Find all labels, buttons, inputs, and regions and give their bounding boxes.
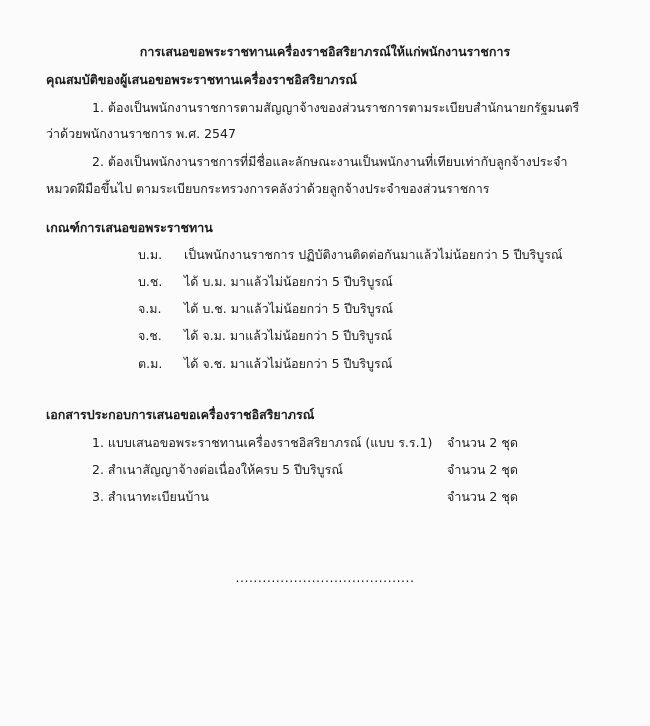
qualification-2-line2: หมวดฝีมือขึ้นไป ตามระเบียบกระทรวงการคลังว่าด้วยลูกจ้างประจำของส่วนราชการ xyxy=(46,181,490,196)
document-title: การเสนอขอพระราชทานเครื่องราชอิสริยาภรณ์ให้แก่พนักงานราชการ xyxy=(139,44,511,59)
criteria-code: ต.ม. xyxy=(138,356,163,371)
qualification-1-line2: ว่าด้วยพนักงานราชการ พ.ศ. 2547 xyxy=(46,126,236,141)
criteria-code: จ.ม. xyxy=(138,301,162,316)
documents-heading: เอกสารประกอบการเสนอขอเครื่องราชอิสริยาภรณ์ xyxy=(46,407,315,422)
document-item: 3. สำเนาทะเบียนบ้าน xyxy=(92,489,209,504)
criteria-text: ได้ บ.ม. มาแล้วไม่น้อยกว่า 5 ปีบริบูรณ์ xyxy=(184,274,393,289)
criteria-code: บ.ม. xyxy=(138,247,163,262)
criteria-code: จ.ช. xyxy=(138,328,162,343)
qualification-1-line1: 1. ต้องเป็นพนักงานราชการตามสัญญาจ้างของส่วนราชการตามระเบียบสำนักนายกรัฐมนตรี xyxy=(92,100,580,115)
document-quantity: จำนวน 2 ชุด xyxy=(447,489,518,504)
criteria-heading: เกณฑ์การเสนอขอพระราชทาน xyxy=(46,220,213,235)
criteria-text: เป็นพนักงานราชการ ปฏิบัติงานติดต่อกันมาแล้วไม่น้อยกว่า 5 ปีบริบูรณ์ xyxy=(184,247,563,262)
qualification-2-line1: 2. ต้องเป็นพนักงานราชการที่มีชื่อและลักษณะงานเป็นพนักงานที่เทียบเท่ากับลูกจ้างประจำ xyxy=(92,154,568,169)
document-quantity: จำนวน 2 ชุด xyxy=(447,435,518,450)
criteria-text: ได้ จ.ม. มาแล้วไม่น้อยกว่า 5 ปีบริบูรณ์ xyxy=(184,328,393,343)
criteria-text: ได้ บ.ช. มาแล้วไม่น้อยกว่า 5 ปีบริบูรณ์ xyxy=(184,301,393,316)
criteria-text: ได้ จ.ช. มาแล้วไม่น้อยกว่า 5 ปีบริบูรณ์ xyxy=(184,356,393,371)
qualifications-heading: คุณสมบัติของผู้เสนอขอพระราชทานเครื่องราชอิสริยาภรณ์ xyxy=(46,72,357,87)
document-item: 2. สำเนาสัญญาจ้างต่อเนื่องให้ครบ 5 ปีบริบูรณ์ xyxy=(92,462,343,477)
document-quantity: จำนวน 2 ชุด xyxy=(447,462,518,477)
criteria-code: บ.ช. xyxy=(138,274,163,289)
signature-line: ........................................ xyxy=(235,570,415,585)
document-item: 1. แบบเสนอขอพระราชทานเครื่องราชอิสริยาภรณ์ (แบบ ร.ร.1) xyxy=(92,435,433,450)
